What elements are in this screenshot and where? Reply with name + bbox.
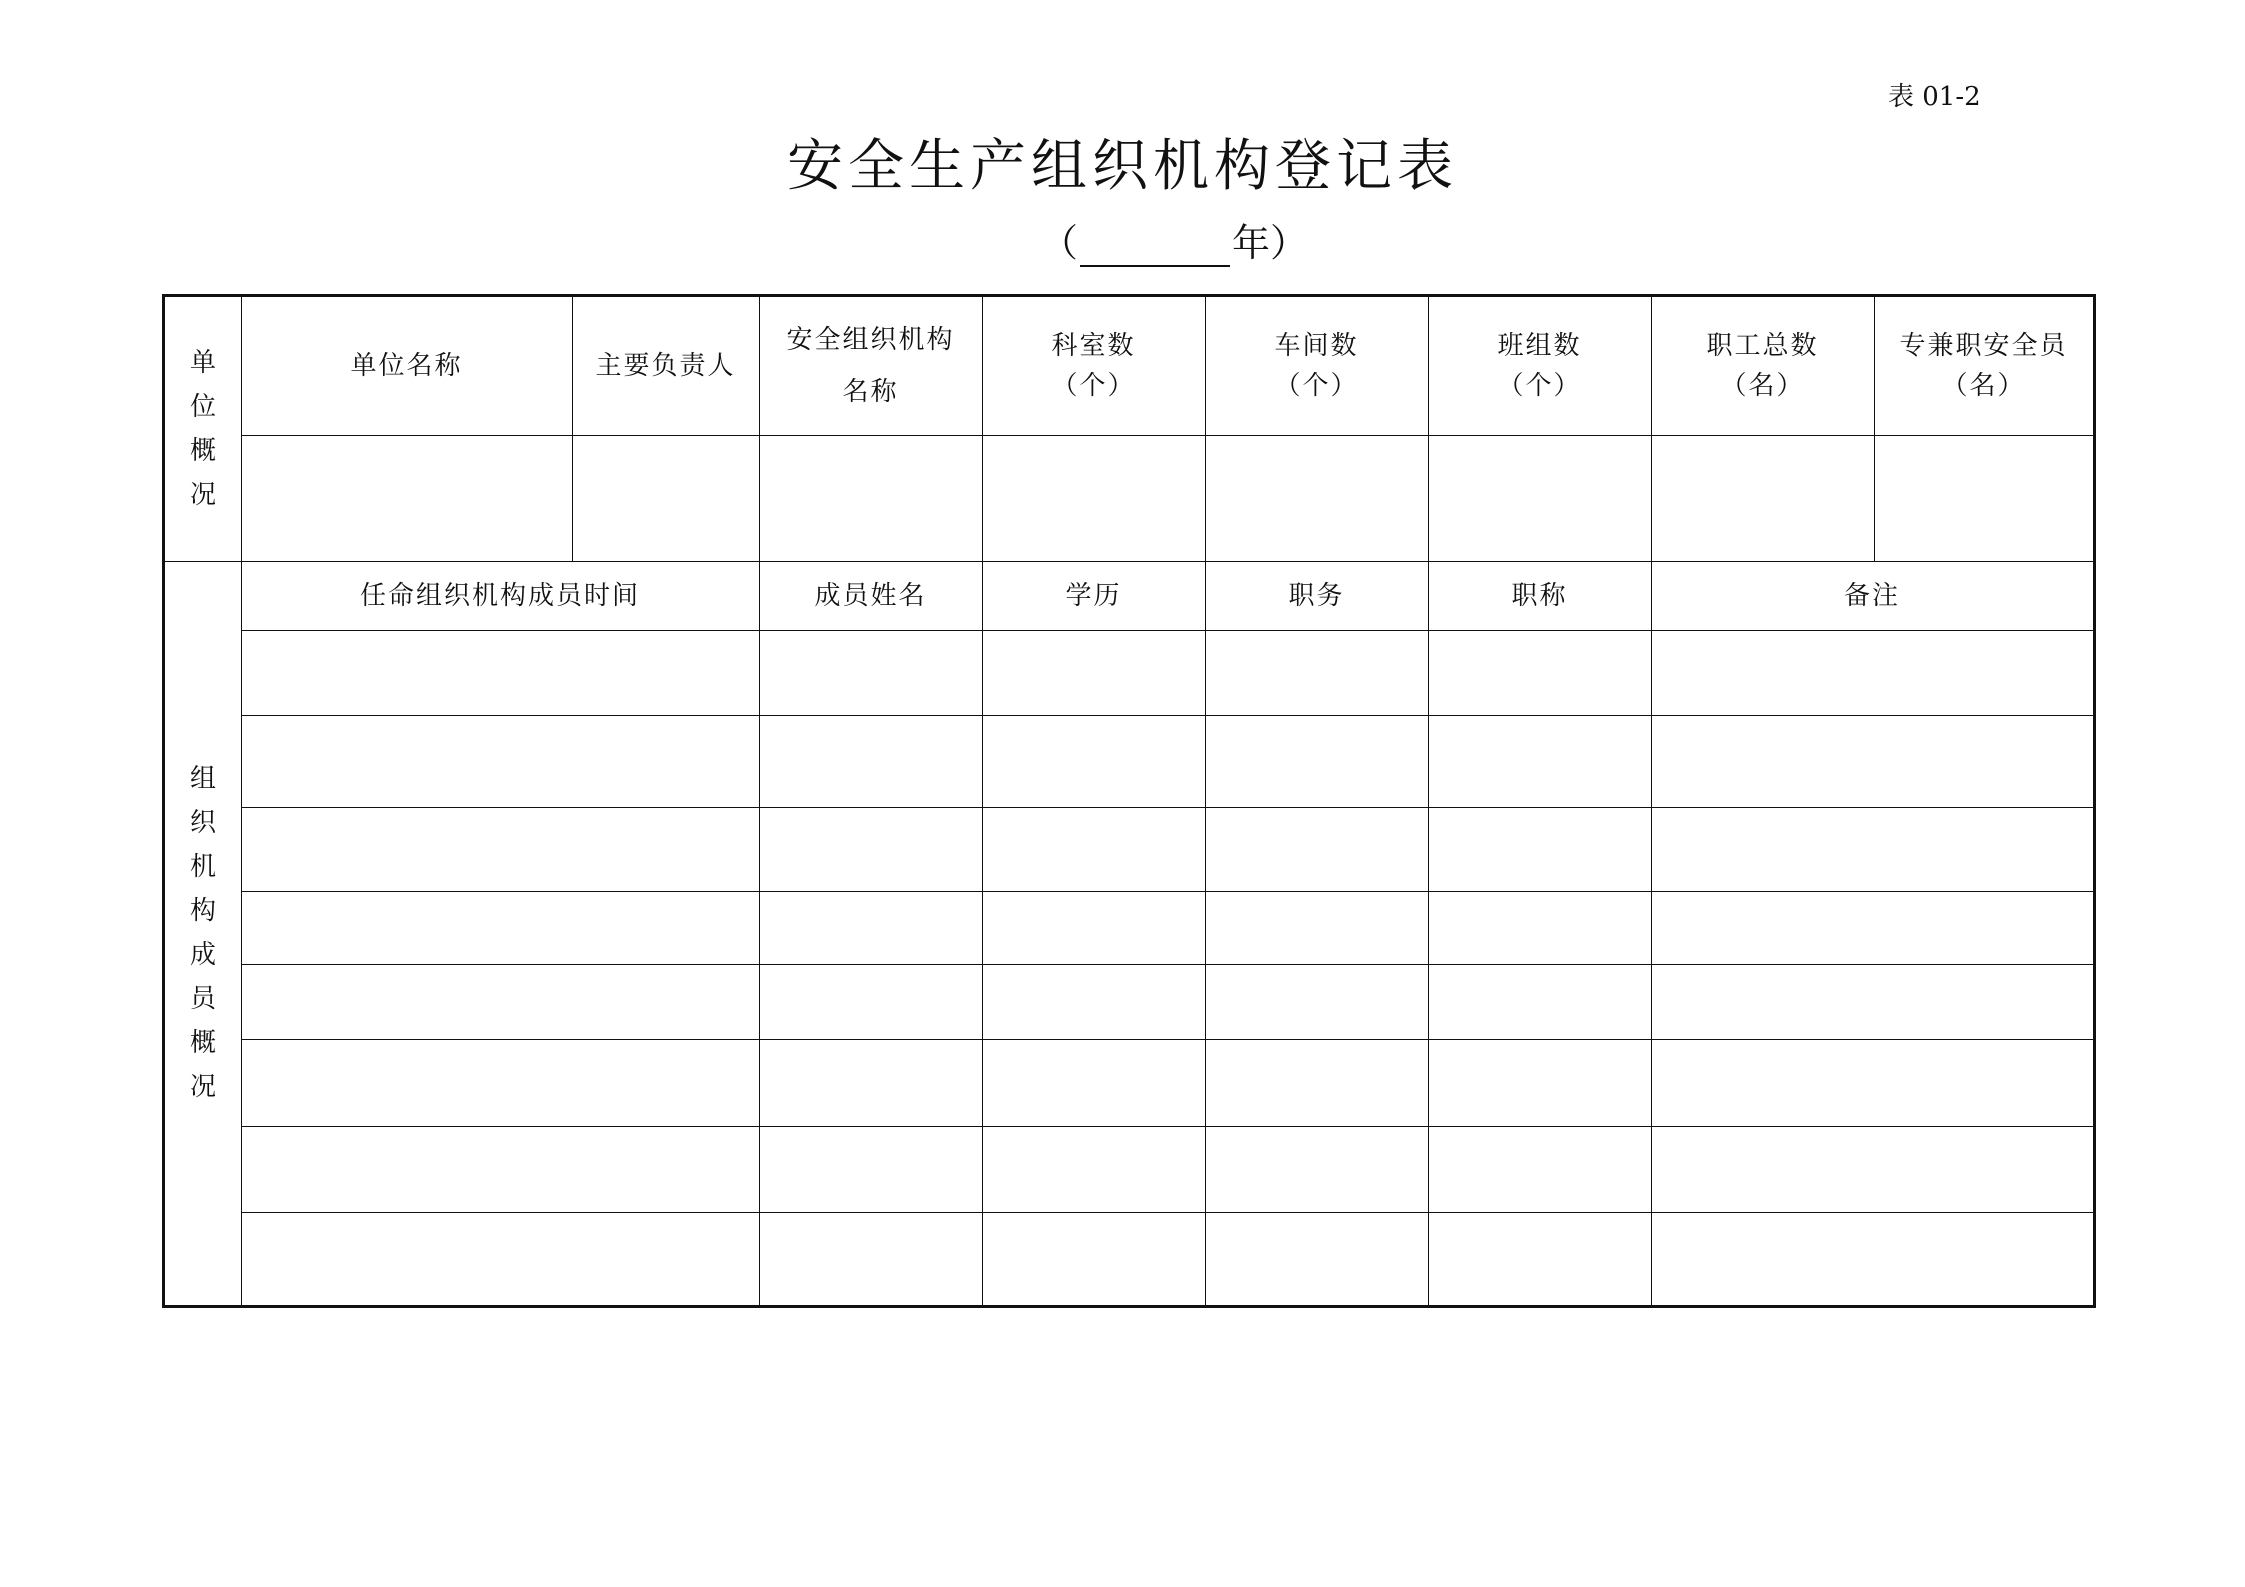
side-char: 构 [189,896,216,926]
principal-field[interactable] [572,435,759,561]
header-line: （名） [1720,371,1805,401]
header-line: 名称 [842,377,899,407]
side-char: 况 [189,1072,216,1102]
teams-field[interactable] [1428,435,1651,561]
header-member-name: 成员姓名 [814,580,927,611]
safety-officers-field[interactable] [1874,435,2093,561]
header-education: 学历 [1065,580,1122,611]
member-row[interactable] [241,891,2093,964]
header-position: 职务 [1288,580,1345,611]
member-row[interactable] [241,1039,2093,1126]
header-total-staff [1651,297,1874,435]
side-char: 织 [189,808,216,838]
side-char: 位 [189,392,216,422]
header-line: （名） [1941,371,2026,401]
header-line: （个） [1274,371,1359,401]
header-unit-name [241,297,572,435]
header-line: 职工总数 [1706,331,1819,361]
header-departments [982,297,1205,435]
year-line [1040,212,1309,268]
header-remarks: 备注 [1843,580,1900,611]
header-line: 班组数 [1497,331,1582,361]
header-line: 专兼职安全员 [1899,331,2068,361]
header-line: 科室数 [1051,331,1136,361]
side-char: 机 [189,852,216,882]
workshops-field[interactable] [1205,435,1428,561]
member-row[interactable] [241,1126,2093,1212]
total-staff-field[interactable] [1651,435,1874,561]
form-number: 表 01-2 [1888,82,1981,112]
member-row[interactable] [241,964,2093,1039]
header-appointment-time: 任命组织机构成员时间 [359,580,640,611]
side-char: 单 [189,348,216,378]
header-teams [1428,297,1651,435]
side-char: 成 [189,940,216,970]
year-open-paren: （ [1040,221,1079,265]
header-line: 主要负责人 [595,351,736,381]
unit-overview-label [165,297,241,561]
header-safety-officers [1874,297,2093,435]
member-row[interactable] [241,630,2093,715]
year-suffix: 年） [1232,221,1309,265]
header-line: （个） [1051,371,1136,401]
header-workshops [1205,297,1428,435]
header-title: 职称 [1511,580,1568,611]
header-line: 单位名称 [350,351,463,381]
departments-field[interactable] [982,435,1205,561]
side-char: 员 [189,984,216,1014]
member-row[interactable] [241,715,2093,807]
safety-org-name-field[interactable] [759,435,982,561]
unit-name-field[interactable] [241,435,572,561]
header-line: 车间数 [1274,331,1359,361]
side-char: 组 [189,764,216,794]
member-row[interactable] [241,807,2093,891]
member-overview-label [165,561,241,1305]
header-principal [572,297,759,435]
header-safety-org-name [759,297,982,435]
side-char: 况 [189,480,216,510]
form-title: 安全生产组织机构登记表 [787,134,1458,199]
header-line: 安全组织机构 [786,325,955,355]
member-row[interactable] [241,1212,2093,1305]
side-char: 概 [189,436,216,466]
year-input-blank[interactable] [1080,225,1230,267]
registration-table [162,294,2096,1308]
header-line: （个） [1497,371,1582,401]
side-char: 概 [189,1028,216,1058]
